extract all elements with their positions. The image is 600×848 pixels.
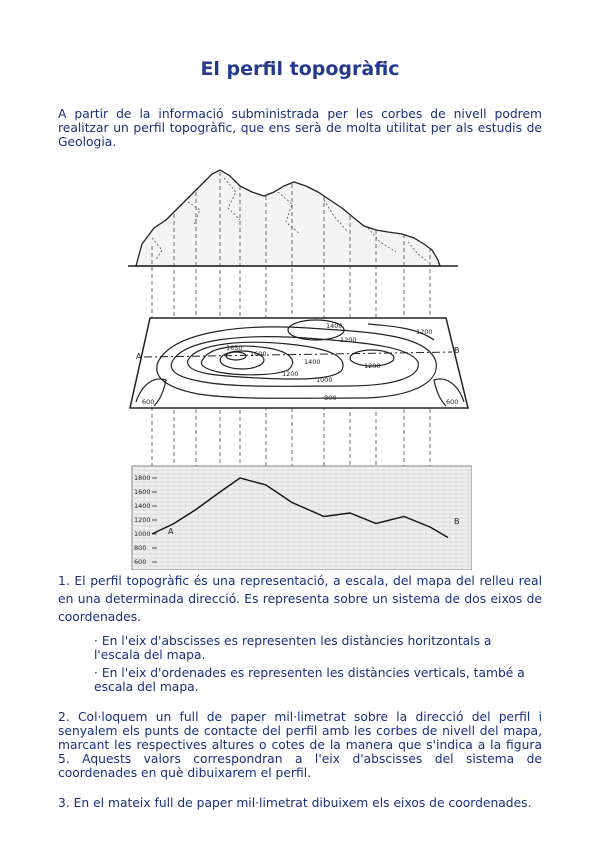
page-title: El perfil topogràfic (200, 58, 400, 80)
mountain-outline (136, 170, 440, 266)
axis-tick-label: 1600 (134, 488, 151, 496)
axis-tick-label: 600 (134, 558, 147, 566)
label-1200-b: 1200 (416, 328, 433, 336)
label-1600: 1600 (250, 350, 267, 358)
axis-tick-label: 1400 (134, 502, 151, 510)
label-1200-a: 1200 (340, 336, 357, 344)
mountain-silhouette (128, 170, 458, 266)
intro-paragraph: A partir de la informació subministrada per les corbes de nivell podrem realitzar un perfil topogràfic, que ens serà de molta utilitat per als estudis de Geologia. (58, 107, 542, 149)
point-2-paragraph: 2. Col·loquem un full de paper mil·limetrat sobre la direcció del perfil i senyalem els punts de contacte del perfil amb les corbes de nivell del mapa, marcant les respectives altures o cotes de la manera que s'indica a la figura 5. Aquests valors correspondran a l'eix d'abscisses del sistema de coordenades en què dibuixarem el perfil. (58, 710, 542, 780)
topographic-figure (128, 162, 472, 570)
graph-label-b: B (454, 517, 460, 526)
bullet-abscisses: · En l'eix d'abscisses es representen les distàncies horitzontals a l'escala del mapa. (94, 634, 492, 662)
point-1-paragraph: 1. El perfil topogràfic és una representació, a escala, del mapa del relleu real en una determinada direcció. Es representa sobre un sistema de dos eixos de coordenades. (58, 574, 542, 624)
axis-tick-label: 1800 (134, 474, 151, 482)
label-1650: 1650 (226, 344, 243, 352)
label-a: A (136, 352, 142, 361)
axis-tick-label: 800 (134, 544, 147, 552)
label-600-b: 600 (446, 398, 459, 406)
label-b: B (454, 346, 460, 355)
graph-label-a: A (168, 527, 174, 536)
bullet-ordenades: · En l'eix d'ordenades es representen les distàncies verticals, també a escala del mapa. (94, 666, 525, 694)
point-3-paragraph: 3. En el mateix full de paper mil·limetrat dibuixem els eixos de coordenades. (58, 796, 532, 810)
profile-graph (132, 466, 472, 570)
label-1400-a: 1400 (326, 322, 343, 330)
label-1200-c: 1200 (282, 370, 299, 378)
axis-tick-label: 1000 (134, 530, 151, 538)
axis-tick-label: 1200 (134, 516, 151, 524)
label-1400-b: 1400 (304, 358, 321, 366)
label-1000: 1000 (316, 376, 333, 384)
contour-map (130, 318, 468, 408)
label-600-a: 600 (142, 398, 155, 406)
label-800: 800 (324, 394, 337, 402)
label-1200-d: 1200 (364, 362, 381, 370)
